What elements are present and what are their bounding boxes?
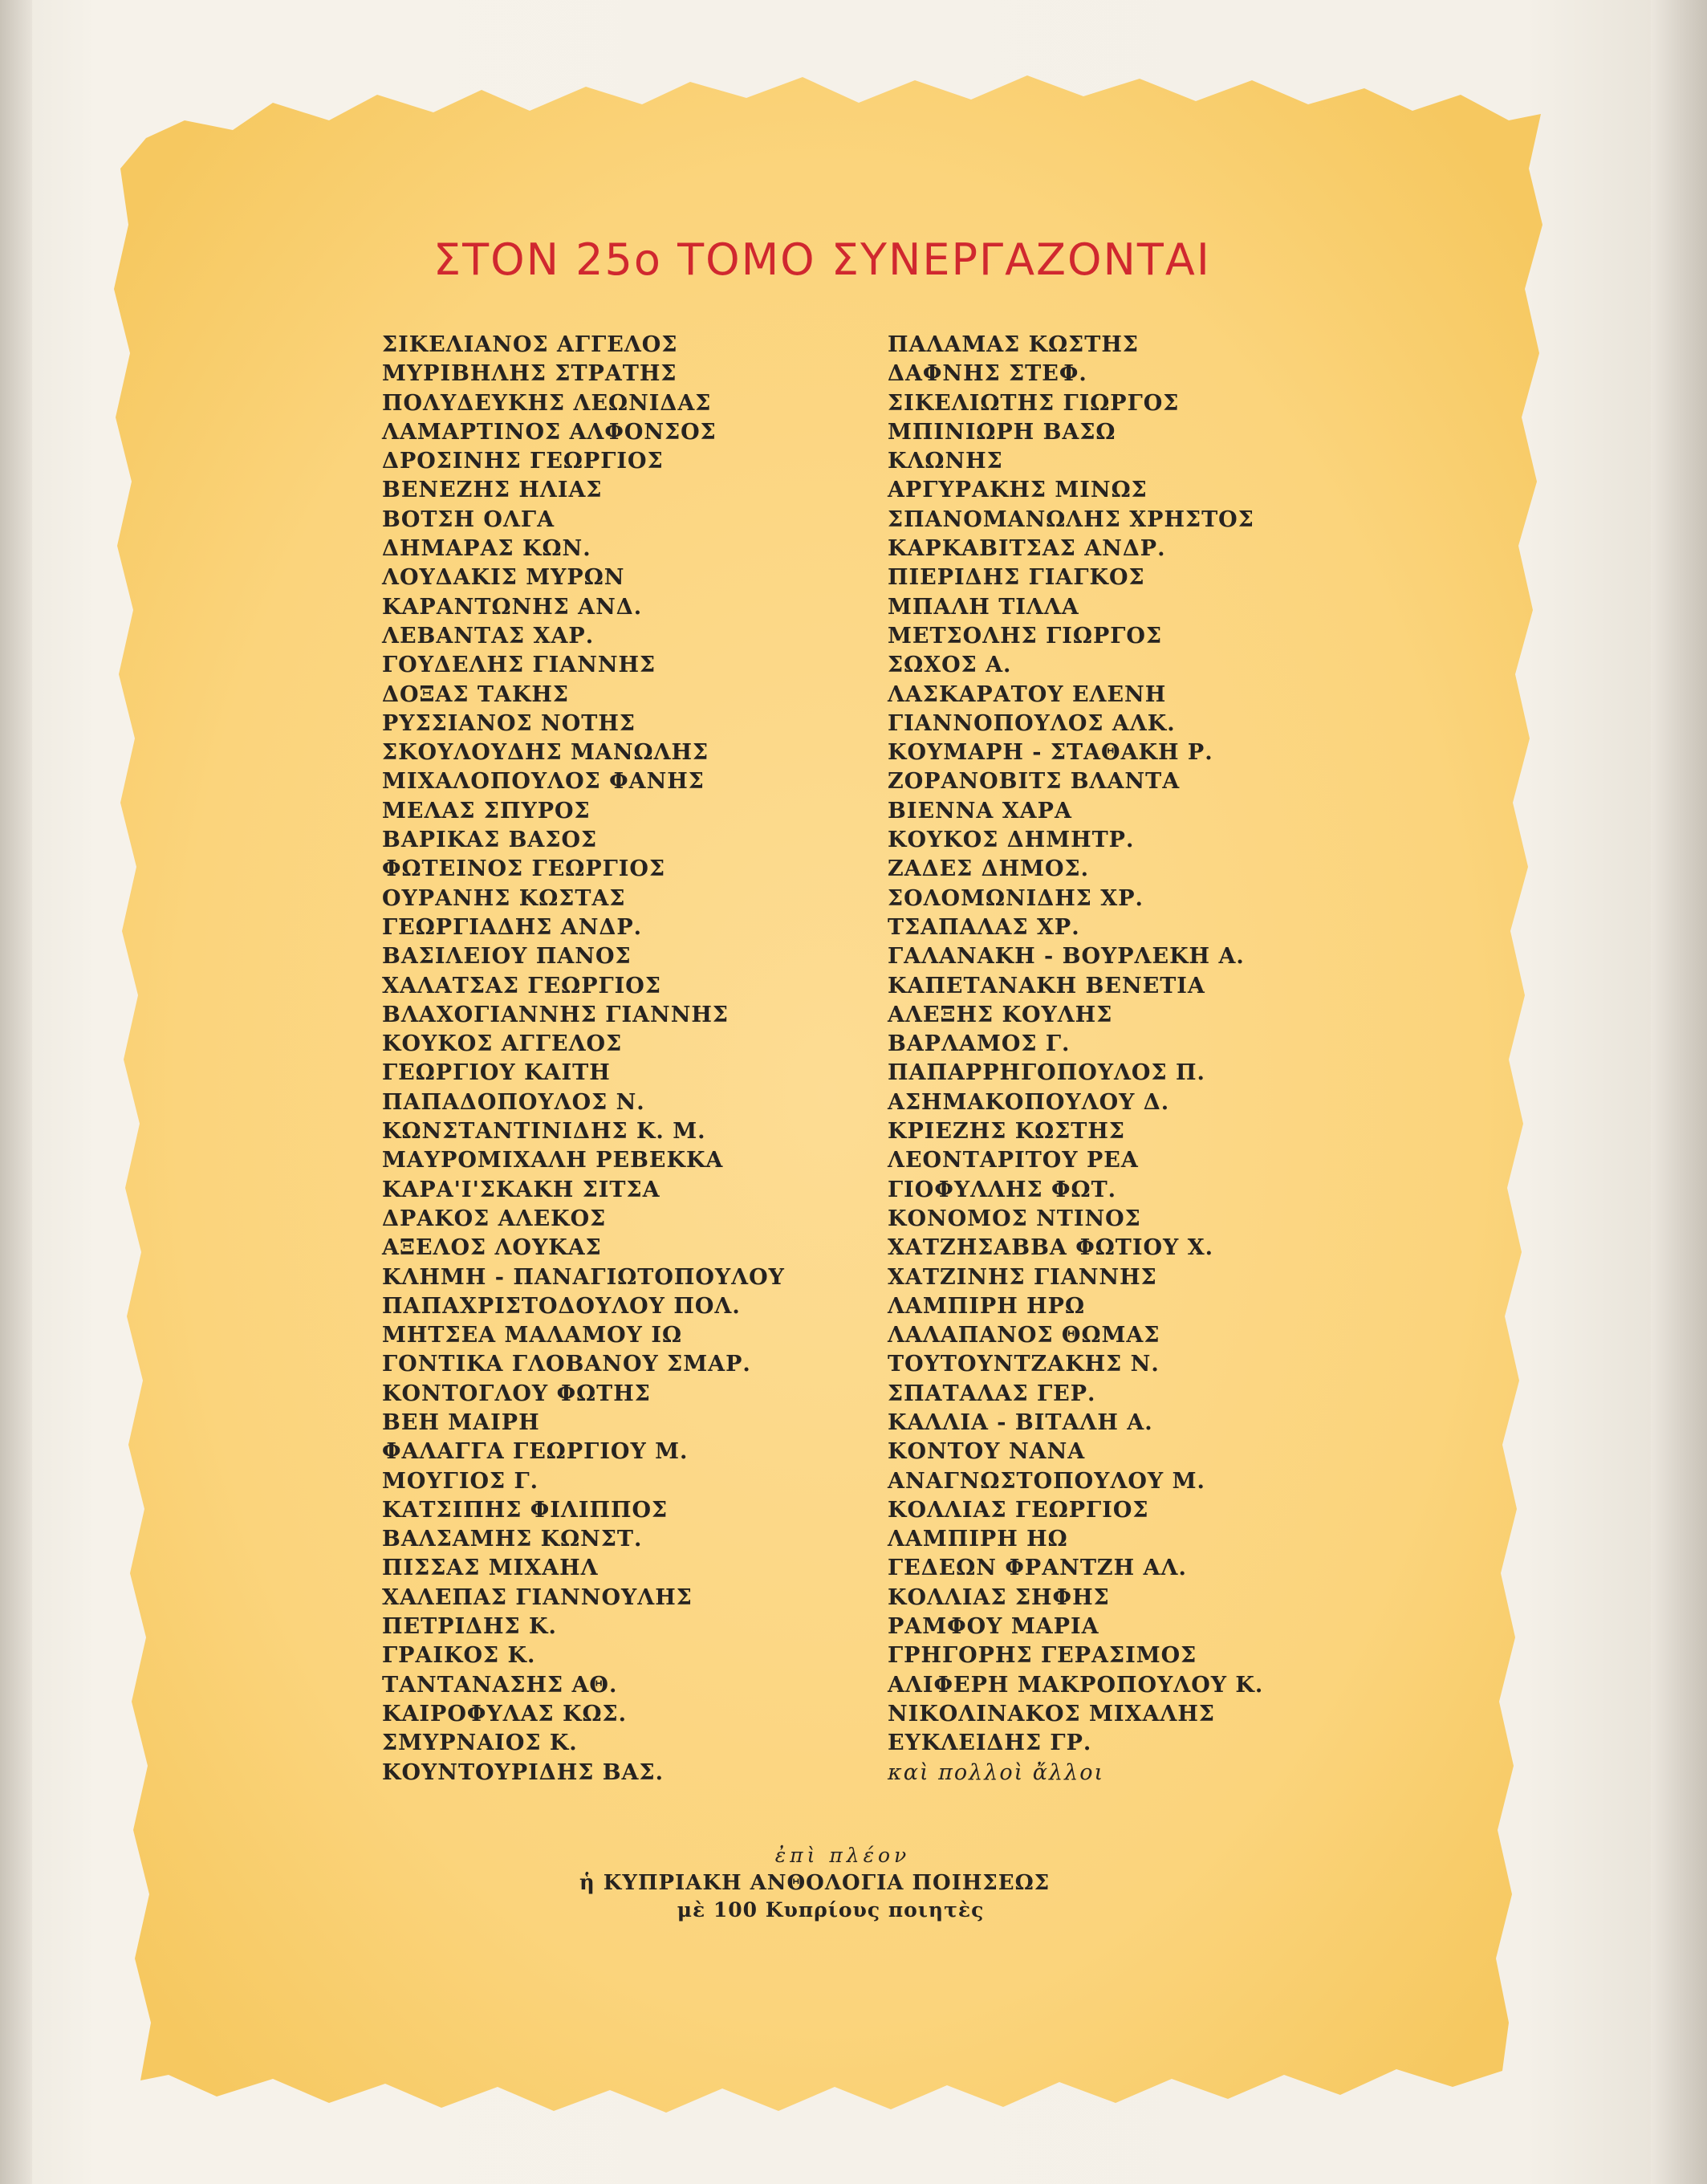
contributor-name: ΑΣΗΜΑΚΟΠΟΥΛΟΥ Δ. — [888, 1089, 1170, 1115]
contributor-name: ΜΗΤΣΕΑ ΜΑΛΑΜΟΥ ΙΩ — [382, 1323, 682, 1348]
contributor-name: ΚΟΛΛΙΑΣ ΣΗΦΗΣ — [888, 1584, 1110, 1610]
contributor-name: ΚΑΤΣΙΠΗΣ ΦΙΛΙΠΠΟΣ — [382, 1497, 669, 1523]
contributor-name: ΑΡΓΥΡΑΚΗΣ ΜΙΝΩΣ — [888, 478, 1148, 503]
contributor-name: ΠΟΛΥΔΕΥΚΗΣ ΛΕΩΝΙΔΑΣ — [382, 390, 712, 416]
contributor-name: ΓΕΔΕΩΝ ΦΡΑΝΤΖΗ ΑΛ. — [888, 1556, 1187, 1581]
contributor-name: ΣΙΚΕΛΙΩΤΗΣ ΓΙΩΡΓΟΣ — [888, 390, 1180, 416]
contributor-name: ΤΟΥΤΟΥΝΤΖΑΚΗΣ Ν. — [888, 1352, 1160, 1377]
contributor-name: ΣΙΚΕΛΙΑΝΟΣ ΑΓΓΕΛΟΣ — [382, 332, 678, 357]
contributor-name: ΖΑΔΕΣ ΔΗΜΟΣ. — [888, 856, 1090, 882]
contributor-name: ΛΑΛΑΠΑΝΟΣ ΘΩΜΑΣ — [888, 1323, 1160, 1348]
contributor-name: ΚΟΛΛΙΑΣ ΓΕΩΡΓΙΟΣ — [888, 1497, 1149, 1523]
contributor-name: ΜΟΥΓΙΟΣ Γ. — [382, 1468, 539, 1494]
contributor-name: ΒΕΝΕΖΗΣ ΗΛΙΑΣ — [382, 478, 603, 503]
page-heading: ΣΤΟΝ 25ο ΤΟΜΟ ΣΥΝΕΡΓΑΖΟΝΤΑΙ — [433, 234, 1211, 285]
contributor-name: ΔΡΟΣΙΝΗΣ ΓΕΩΡΓΙΟΣ — [382, 449, 664, 474]
contributor-name: ΜΕΤΣΟΛΗΣ ΓΙΩΡΓΟΣ — [888, 623, 1163, 649]
contributor-name: ΜΑΥΡΟΜΙΧΑΛΗ ΡΕΒΕΚΚΑ — [382, 1148, 724, 1173]
contributor-name: ΧΑΛΑΤΣΑΣ ΓΕΩΡΓΙΟΣ — [382, 973, 661, 998]
contributor-name: ΣΠΑΝΟΜΑΝΩΛΗΣ ΧΡΗΣΤΟΣ — [888, 506, 1254, 532]
contributor-name: ΚΛΗΜΗ - ΠΑΝΑΓΙΩΤΟΠΟΥΛΟΥ — [382, 1264, 785, 1290]
contributor-name: ΓΡΗΓΟΡΗΣ ΓΕΡΑΣΙΜΟΣ — [888, 1643, 1197, 1669]
contributor-name: ΚΩΝΣΤΑΝΤΙΝΙΔΗΣ Κ. Μ. — [382, 1119, 706, 1145]
contributor-name: ΑΛΙΦΕΡΗ ΜΑΚΡΟΠΟΥΛΟΥ Κ. — [888, 1672, 1264, 1698]
contributor-name: ΓΕΩΡΓΙΑΔΗΣ ΑΝΔΡ. — [382, 914, 643, 940]
contributor-name: ΚΟΝΟΜΟΣ ΝΤΙΝΟΣ — [888, 1206, 1141, 1231]
contributor-name: ΜΠΙΝΙΩΡΗ ΒΑΣΩ — [888, 419, 1116, 445]
contributor-name: ΡΥΣΣΙΑΝΟΣ ΝΟΤΗΣ — [382, 710, 636, 736]
contributor-name: ΛΟΥΔΑΚΙΣ ΜΥΡΩΝ — [382, 565, 625, 591]
contributor-name: ΕΥΚΛΕΙΔΗΣ ΓΡ. — [888, 1731, 1092, 1756]
contributor-name: ΣΠΑΤΑΛΑΣ ΓΕΡ. — [888, 1381, 1096, 1406]
footer-line-3: μὲ 100 Κυπρίους ποιητὲς — [677, 1898, 985, 1922]
contributor-name: ΓΕΩΡΓΙΟΥ ΚΑΙΤΗ — [382, 1060, 611, 1086]
contributors-left-column — [382, 331, 785, 1787]
contributor-name: ΧΑΤΖΗΣΑΒΒΑ ΦΩΤΙΟΥ Χ. — [888, 1235, 1214, 1261]
contributor-name: ΒΟΤΣΗ ΟΛΓΑ — [382, 506, 555, 532]
contributor-name: ΠΕΤΡΙΔΗΣ Κ. — [382, 1614, 557, 1640]
contributor-name: ΒΑΛΣΑΜΗΣ ΚΩΝΣΤ. — [382, 1527, 643, 1552]
contributor-name: ΛΑΜΑΡΤΙΝΟΣ ΑΛΦΟΝΣΟΣ — [382, 419, 717, 445]
contributor-name: ΚΑΠΕΤΑΝΑΚΗ ΒΕΝΕΤΙΑ — [888, 973, 1205, 998]
contributor-name: ΛΑΜΠΙΡΗ ΗΡΩ — [888, 1293, 1085, 1319]
contributor-name: ΟΥΡΑΝΗΣ ΚΩΣΤΑΣ — [382, 885, 626, 911]
contributor-name: ΒΛΑΧΟΓΙΑΝΝΗΣ ΓΙΑΝΝΗΣ — [382, 1002, 730, 1027]
contributor-name: ΚΑΡΑΝΤΩΝΗΣ ΑΝΔ. — [382, 594, 643, 620]
contributor-name: ΧΑΛΕΠΑΣ ΓΙΑΝΝΟΥΛΗΣ — [382, 1584, 693, 1610]
contributor-name: ΓΡΑΙΚΟΣ Κ. — [382, 1643, 536, 1669]
contributors-right-column — [888, 331, 1263, 1787]
contributor-name: ΠΙΣΣΑΣ ΜΙΧΑΗΛ — [382, 1556, 599, 1581]
contributor-name: ΜΕΛΑΣ ΣΠΥΡΟΣ — [382, 798, 591, 824]
contributor-name: ΚΑΛΛΙΑ - ΒΙΤΑΛΗ Α. — [888, 1409, 1153, 1435]
contributor-name: ΚΑΡΚΑΒΙΤΣΑΣ ΑΝΔΡ. — [888, 536, 1166, 562]
contributor-name: ΠΙΕΡΙΔΗΣ ΓΙΑΓΚΟΣ — [888, 565, 1145, 591]
contributor-name: ΦΑΛΑΓΓΑ ΓΕΩΡΓΙΟΥ Μ. — [382, 1439, 689, 1465]
contributor-name: ΒΑΡΛΑΜΟΣ Γ. — [888, 1031, 1071, 1057]
contributor-name: ΚΑΡΑ'Ι'ΣΚΑΚΗ ΣΙΤΣΑ — [382, 1177, 660, 1202]
contributor-name: ΛΑΜΠΙΡΗ ΗΩ — [888, 1527, 1068, 1552]
contributor-name: ΔΟΞΑΣ ΤΑΚΗΣ — [382, 681, 570, 707]
contributor-name: ΒΑΡΙΚΑΣ ΒΑΣΟΣ — [382, 828, 598, 853]
contributor-name: ΒΙΕΝΝΑ ΧΑΡΑ — [888, 798, 1072, 824]
contributor-name: ΣΟΛΟΜΩΝΙΔΗΣ ΧΡ. — [888, 885, 1144, 911]
contributor-name: ΚΑΙΡΟΦΥΛΑΣ ΚΩΣ. — [382, 1701, 628, 1726]
contributor-name: ΚΟΥΚΟΣ ΑΓΓΕΛΟΣ — [382, 1031, 623, 1057]
footer-line-2: ἡ ΚΥΠΡΙΑΚΗ ΑΝΘΟΛΟΓΙΑ ΠΟΙΗΣΕΩΣ — [579, 1871, 1051, 1895]
contributor-name: ΑΛΕΞΗΣ ΚΟΥΛΗΣ — [888, 1002, 1113, 1027]
contributor-name: ΣΚΟΥΛΟΥΔΗΣ ΜΑΝΩΛΗΣ — [382, 740, 709, 766]
contributor-name: ΑΞΕΛΟΣ ΛΟΥΚΑΣ — [382, 1235, 602, 1261]
contributor-name: ΡΑΜΦΟΥ ΜΑΡΙΑ — [888, 1614, 1099, 1640]
contributor-name: ΒΑΣΙΛΕΙΟΥ ΠΑΝΟΣ — [382, 944, 632, 970]
contributor-name: ΛΕΒΑΝΤΑΣ ΧΑΡ. — [382, 623, 595, 649]
contributor-name: ΓΙΑΝΝΟΠΟΥΛΟΣ ΑΛΚ. — [888, 710, 1176, 736]
contributor-name: ΚΟΝΤΟΓΛΟΥ ΦΩΤΗΣ — [382, 1381, 651, 1406]
contributor-name: ΔΑΦΝΗΣ ΣΤΕΦ. — [888, 361, 1087, 387]
contributor-name: ΜΙΧΑΛΟΠΟΥΛΟΣ ΦΑΝΗΣ — [382, 769, 705, 795]
contributor-name: ΦΩΤΕΙΝΟΣ ΓΕΩΡΓΙΟΣ — [382, 856, 666, 882]
footer-line-1: ἐπὶ πλέον — [774, 1844, 911, 1867]
contributor-name: ΓΑΛΑΝΑΚΗ - ΒΟΥΡΛΕΚΗ Α. — [888, 944, 1245, 970]
contributor-name: ΚΟΥΝΤΟΥΡΙΔΗΣ ΒΑΣ. — [382, 1759, 664, 1785]
contributor-name: ΖΟΡΑΝΟΒΙΤΣ ΒΛΑΝΤΑ — [888, 769, 1181, 795]
contributor-name: ΠΑΠΑΔΟΠΟΥΛΟΣ Ν. — [382, 1089, 645, 1115]
contributor-name: ΓΟΥΔΕΛΗΣ ΓΙΑΝΝΗΣ — [382, 653, 656, 678]
contributor-name: ΚΛΩΝΗΣ — [888, 449, 1003, 474]
contributor-name: ΜΠΑΛΗ ΤΙΛΛΑ — [888, 594, 1079, 620]
contributor-name: ΓΙΟΦΥΛΛΗΣ ΦΩΤ. — [888, 1177, 1117, 1202]
contributor-name: ΝΙΚΟΛΙΝΑΚΟΣ ΜΙΧΑΛΗΣ — [888, 1701, 1215, 1726]
contributor-name: ΠΑΠΑΡΡΗΓΟΠΟΥΛΟΣ Π. — [888, 1060, 1205, 1086]
contributor-name: ΚΟΥΚΟΣ ΔΗΜΗΤΡ. — [888, 828, 1135, 853]
contributor-name: ΔΡΑΚΟΣ ΑΛΕΚΟΣ — [382, 1206, 607, 1231]
contributor-name: ΤΑΝΤΑΝΑΣΗΣ ΑΘ. — [382, 1672, 618, 1698]
contributor-name: ΒΕΗ ΜΑΙΡΗ — [382, 1409, 540, 1435]
contributor-name: ΜΥΡΙΒΗΛΗΣ ΣΤΡΑΤΗΣ — [382, 361, 677, 387]
contributor-name: ΠΑΠΑΧΡΙΣΤΟΔΟΥΛΟΥ ΠΟΛ. — [382, 1293, 741, 1319]
contributor-name: ΚΟΝΤΟΥ ΝΑΝΑ — [888, 1439, 1086, 1465]
contributor-name: ΛΑΣΚΑΡΑΤΟΥ ΕΛΕΝΗ — [888, 681, 1167, 707]
contributor-name: ΣΩΧΟΣ Α. — [888, 653, 1012, 678]
contributor-name: ΑΝΑΓΝΩΣΤΟΠΟΥΛΟΥ Μ. — [888, 1468, 1205, 1494]
footer-note — [482, 1842, 1204, 1924]
and-many-others-note: καὶ πολλοὶ ἄλλοι — [888, 1759, 1105, 1785]
contributor-name: ΚΟΥΜΑΡΗ - ΣΤΑΘΑΚΗ Ρ. — [888, 740, 1213, 766]
contributor-name: ΔΗΜΑΡΑΣ ΚΩΝ. — [382, 536, 591, 562]
contributor-name: ΠΑΛΑΜΑΣ ΚΩΣΤΗΣ — [888, 332, 1139, 357]
contributor-name: ΛΕΟΝΤΑΡΙΤΟΥ ΡΕΑ — [888, 1148, 1139, 1173]
contributor-name: ΓΟΝΤΙΚΑ ΓΛΟΒΑΝΟΥ ΣΜΑΡ. — [382, 1352, 751, 1377]
contributor-name: ΣΜΥΡΝΑΙΟΣ Κ. — [382, 1731, 578, 1756]
contributor-name: ΤΣΑΠΑΛΑΣ ΧΡ. — [888, 914, 1080, 940]
contributor-name: ΧΑΤΖΙΝΗΣ ΓΙΑΝΝΗΣ — [888, 1264, 1157, 1290]
contributor-name: ΚΡΙΕΖΗΣ ΚΩΣΤΗΣ — [888, 1119, 1125, 1145]
